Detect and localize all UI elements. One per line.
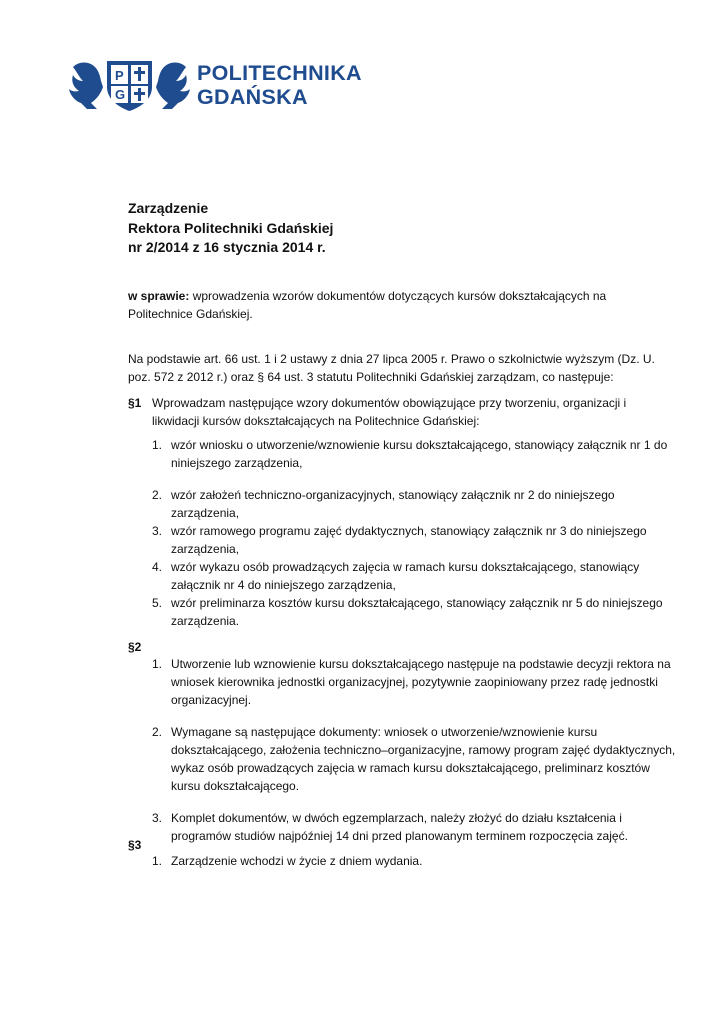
section-1-heading: §1 [128,396,142,410]
logo-wordmark [197,61,362,109]
list-item: 1. wzór wniosku o utworzenie/wznowienie kursu dokształcającego, stanowiący załącznik nr 1 do niniejszego zarządzenia, [152,438,668,470]
section-1-intro: Wprowadzam następujące wzory dokumentów obowiązujące przy tworzeniu, organizacji i likwidacji kursów dokształcających na Politechnice Gdańskiej: [152,396,627,428]
logo-line-2: GDAŃSKA [197,85,308,109]
section-3-heading: §3 [128,838,142,852]
griffin-emblem-icon [67,57,192,113]
section-1-list [152,436,676,630]
emblem-letter-p: P [115,68,124,83]
section-2-list [152,655,676,845]
list-item: 1. Zarządzenie wchodzi w życie z dniem wydania. [152,854,423,868]
list-item: 5. wzór preliminarza kosztów kursu dokształcającego, stanowiący załącznik nr 5 do niniejszego zarządzenia. [152,596,663,628]
subject-text: wprowadzenia wzorów dokumentów dotyczących kursów dokształcających na Politechnice Gdańskiej. [128,289,607,321]
university-logo [67,57,367,113]
subject-label: w sprawie: [128,289,190,303]
subject-paragraph [128,287,668,323]
document-title [128,199,333,258]
logo-line-1: POLITECHNIKA [197,61,362,85]
list-item: 1. Utworzenie lub wznowienie kursu dokształcającego następuje na podstawie decyzji rektora na wniosek kierownika jednostki organizacyjnej, pozytywnie zaopiniowany przez radę jednostki organizacyjnej. [152,657,671,707]
emblem-letter-g: G [115,87,126,102]
title-line-1: Zarządzenie [128,200,209,216]
title-line-3: nr 2/2014 z 16 stycznia 2014 r. [128,239,326,255]
section-2-heading: §2 [128,640,142,654]
list-item: 2. wzór założeń techniczno-organizacyjnych, stanowiący załącznik nr 2 do niniejszego zarządzenia, [152,488,615,520]
list-item: 3. Komplet dokumentów, w dwóch egzemplarzach, należy złożyć do działu kształcenia i programów studiów najpóźniej 14 dni przed planowanym terminem rozpoczęcia zajęć. [152,811,628,843]
legal-basis-paragraph: Na podstawie art. 66 ust. 1 i 2 ustawy z dnia 27 lipca 2005 r. Prawo o szkolnictwie wyższym (Dz. U. poz. 572 z 2012 r.) oraz § 64 ust. 3 statutu Politechniki Gdańskiej zarządzam, co następuje: [128,352,655,384]
section-3-list [152,852,676,870]
list-item: 2. Wymagane są następujące dokumenty: wniosek o utworzenie/wznowienie kursu dokształcającego, założenia techniczno–organizacyjne, ramowy program zajęć dydaktycznych, wykaz osób prowadzących zajęcia w ramach kursu dokształcającego, preliminarz kosztów kursu dokształcającego. [152,725,676,793]
list-item: 3. wzór ramowego programu zajęć dydaktycznych, stanowiący załącznik nr 3 do niniejszego zarządzenia, [152,524,647,556]
title-line-2: Rektora Politechniki Gdańskiej [128,219,334,236]
list-item: 4. wzór wykazu osób prowadzących zajęcia w ramach kursu dokształcającego, stanowiący załącznik nr 4 do niniejszego zarządzenia, [152,560,640,592]
